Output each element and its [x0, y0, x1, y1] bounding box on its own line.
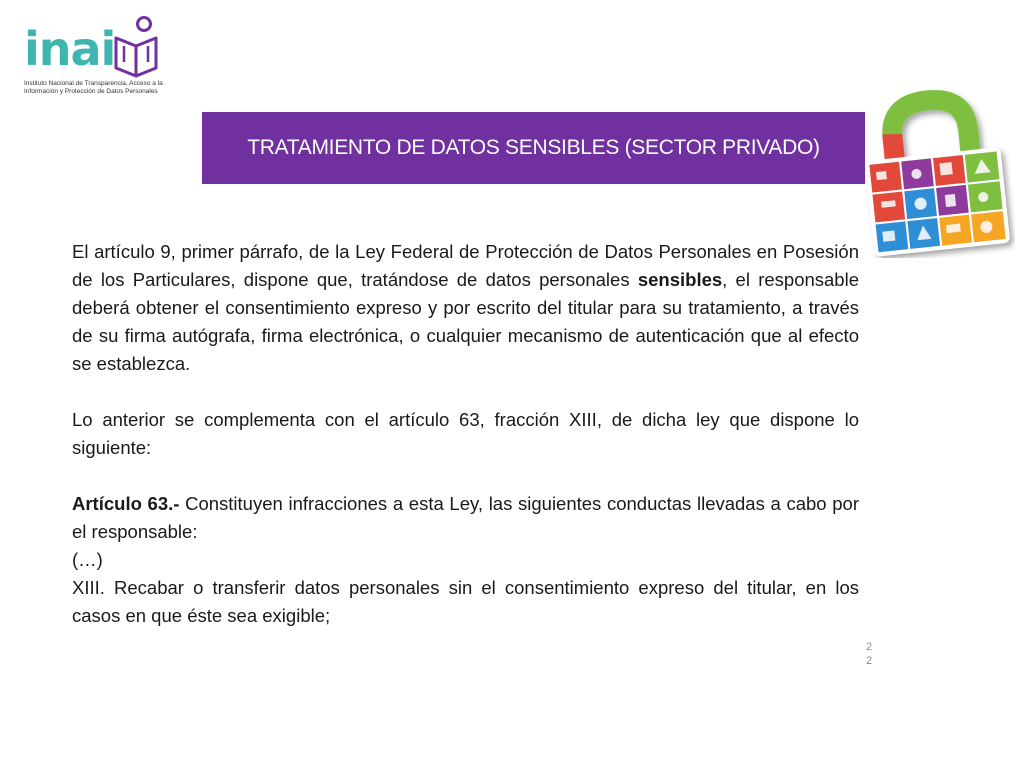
- title-bar: [202, 112, 865, 184]
- ellipsis: (…): [72, 549, 103, 570]
- logo-person-book-icon: [112, 16, 160, 78]
- logo-caption: Instituto Nacional de Transparencia, Acceso a la Información y Protección de Datos Personales: [24, 80, 163, 95]
- paragraph-article-9: El artículo 9, primer párrafo, de la Ley Federal de Protección de Datos Personales en Posesión de los Particulares, dispone que, tratándose de datos personales sensibles, el responsable deberá obtener el consentimiento expreso y por escrito del titular para su tratamiento, a través de su firma autógrafa, firma electrónica, o cualquier mecanismo de autenticación que al efecto se establezca.: [72, 241, 859, 374]
- slide-title: TRATAMIENTO DE DATOS SENSIBLES (SECTOR PRIVADO): [247, 136, 820, 159]
- paragraph-article-63: Artículo 63.- Constituyen infracciones a esta Ley, las siguientes conductas llevadas a cabo por el responsable:: [72, 493, 859, 542]
- body-text: [72, 238, 859, 630]
- paragraph-fraction-xiii: XIII. Recabar o transferir datos personales sin el consentimiento expreso del titular, en los casos en que éste sea exigible;: [72, 577, 859, 626]
- padlock-icon: [855, 88, 1015, 258]
- paragraph-complement: Lo anterior se complementa con el artículo 63, fracción XIII, de dicha ley que dispone lo siguiente:: [72, 409, 859, 458]
- inai-logo: [24, 14, 174, 98]
- page-number: 22: [865, 641, 873, 667]
- logo-wordmark: inai: [24, 22, 116, 76]
